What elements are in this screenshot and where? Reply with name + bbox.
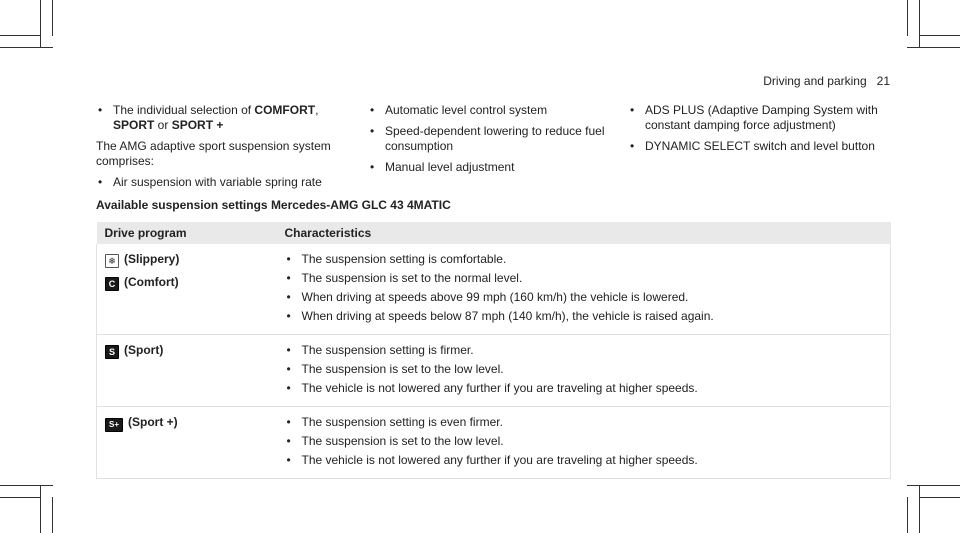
table-row xyxy=(97,335,891,407)
list-item: • The suspension is set to the normal level. xyxy=(285,271,891,286)
drive-program: S+ (Sport +) xyxy=(105,415,277,432)
drive-program-cell xyxy=(97,407,277,479)
intro-bullet: • The individual selection of COMFORT, SPORT or SPORT + xyxy=(96,103,346,133)
crop-mark xyxy=(40,0,41,48)
list-item: • When driving at speeds below 87 mph (140 km/h), the vehicle is raised again. xyxy=(285,309,891,324)
intro-bullet: • ADS PLUS (Adaptive Damping System with constant damping force adjustment) xyxy=(628,103,890,133)
characteristics-cell xyxy=(277,335,891,407)
table-header-row xyxy=(97,222,891,244)
crop-mark xyxy=(907,47,960,48)
section-title: Available suspension settings Mercedes-AMG GLC 43 4MATIC xyxy=(96,198,451,212)
page-number: 21 xyxy=(876,74,890,88)
crop-mark xyxy=(52,0,53,36)
crop-mark xyxy=(52,497,53,533)
header-title: Driving and parking xyxy=(763,74,867,88)
drive-program: C (Comfort) xyxy=(105,275,277,291)
crop-mark xyxy=(40,485,41,533)
crop-mark xyxy=(919,35,960,36)
column-header-characteristics: Characteristics xyxy=(277,222,891,244)
crop-mark xyxy=(0,497,41,498)
list-item: • When driving at speeds above 99 mph (160 km/h) the vehicle is lowered. xyxy=(285,290,891,305)
characteristics-cell xyxy=(277,407,891,479)
list-item: • The suspension setting is even firmer. xyxy=(285,415,891,430)
intro-bullet: • DYNAMIC SELECT switch and level button xyxy=(628,139,890,154)
list-item: • The suspension is set to the low level. xyxy=(285,362,891,377)
drive-program-cell xyxy=(97,335,277,407)
crop-mark xyxy=(919,0,920,48)
slippery-key-icon: ❄ xyxy=(105,254,119,268)
crop-mark xyxy=(907,497,908,533)
list-item: • The suspension setting is comfortable. xyxy=(285,252,891,267)
crop-mark xyxy=(907,0,908,36)
list-item: • The suspension setting is firmer. xyxy=(285,343,891,358)
intro-column-1 xyxy=(96,103,346,196)
drive-program: ❄ (Slippery) xyxy=(105,252,277,268)
running-header xyxy=(763,74,890,88)
sport-key-icon: S xyxy=(105,345,119,359)
list-item: • The vehicle is not lowered any further if you are traveling at higher speeds. xyxy=(285,381,891,396)
suspension-settings-table xyxy=(96,222,891,479)
intro-column-2 xyxy=(368,103,608,181)
sport-plus-mode: SPORT + xyxy=(171,118,224,132)
list-item: • The vehicle is not lowered any further if you are traveling at higher speeds. xyxy=(285,453,891,468)
crop-mark xyxy=(907,485,960,486)
list-item: • The suspension is set to the low level. xyxy=(285,434,891,449)
table-row xyxy=(97,244,891,335)
column-header-drive-program: Drive program xyxy=(97,222,277,244)
crop-mark xyxy=(919,485,920,533)
sport-mode: SPORT xyxy=(113,118,155,132)
characteristics-cell xyxy=(277,244,891,335)
intro-bullet: • Speed-dependent lowering to reduce fuel consumption xyxy=(368,124,608,154)
crop-mark xyxy=(919,497,960,498)
comfort-key-icon: C xyxy=(105,277,119,291)
drive-program-cell xyxy=(97,244,277,335)
intro-bullet: • Air suspension with variable spring rate xyxy=(96,175,346,190)
intro-bullet: • Manual level adjustment xyxy=(368,160,608,175)
drive-program: S (Sport) xyxy=(105,343,277,359)
intro-column-3 xyxy=(628,103,890,160)
comfort-mode: COMFORT xyxy=(254,103,316,117)
sport-plus-key-icon: S+ xyxy=(105,418,123,432)
intro-paragraph: The AMG adaptive sport suspension system comprises: xyxy=(96,139,331,168)
table-row xyxy=(97,407,891,479)
intro-bullet: • Automatic level control system xyxy=(368,103,608,118)
crop-mark xyxy=(0,35,41,36)
crop-mark xyxy=(0,47,53,48)
crop-mark xyxy=(0,485,53,486)
